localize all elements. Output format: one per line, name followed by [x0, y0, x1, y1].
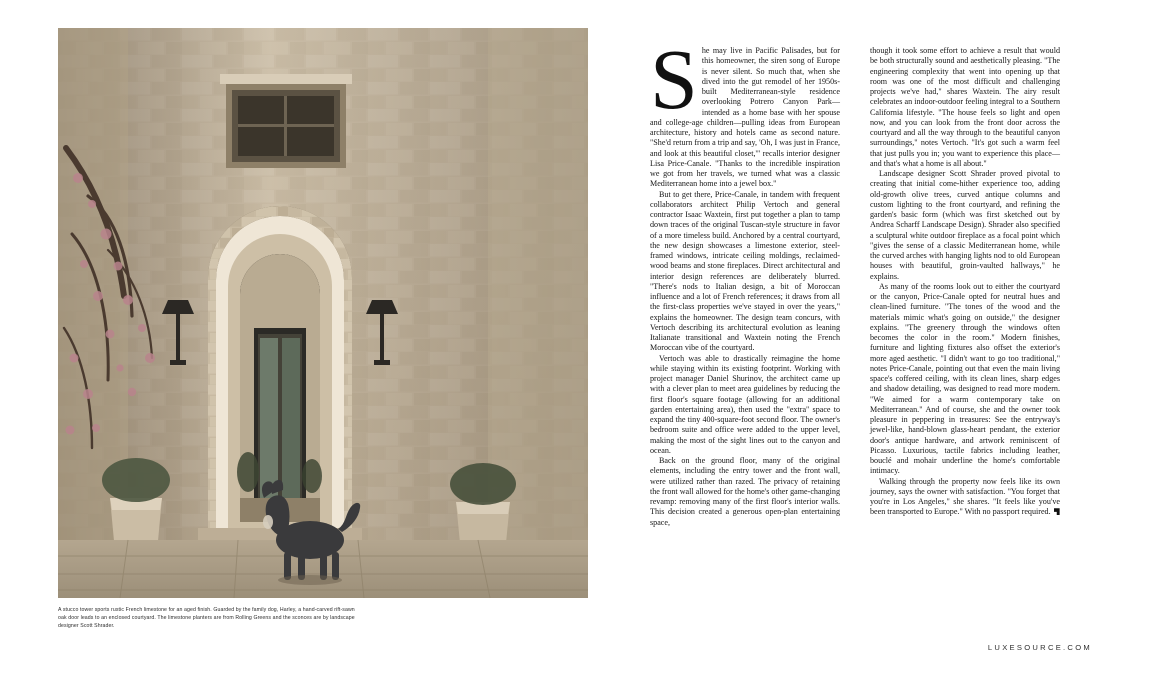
paragraph: though it took some effort to achieve a result that would be both structurally sound and aesthetically pleasing. "The engineering complexity that went into opening up that room was one of the most difficult and challenging projects we've had," shares Waxtein. The airy result celebrates an indoor-outdoor feeling integral to a Southern California lifestyle. "The house feels so light and open now, and you can look from the front door across the courtyard and all the way through to the beautiful canyon surroundings," notes Vertoch. "It's got such a warm feel that just pulls you in; you want to experience this place—and that's what a home is all about.": [870, 46, 1060, 168]
paragraph: Back on the ground floor, many of the original elements, including the entry tower and the front wall, were utilized rather than razed. The privacy of retaining the front wall allowed for the home's other game-changing revamp: removing many of the first floor's interior walls. This decision created a generous open-plan entertaining space,: [650, 456, 840, 527]
article-column-2: [870, 46, 1060, 518]
paragraph-final: [870, 477, 1060, 518]
article-column-1: [650, 31, 840, 528]
paragraph: As many of the rooms look out to either the courtyard or the canyon, Price-Canale opted for neutral hues and clean-lined furniture. "The tones of the wood and the materials mimic what's going on outside," the designer explains. "The greenery through the windows often becomes the color in the room." Modern finishes, furniture and lighting fixtures also offset the exterior's more aged aesthetic. "I didn't want to go too traditional," notes Price-Canale, pointing out that even the main living space's coffered ceiling, with its clean lines, sharp edges and shadow detailing, was designed to read more modern. "We aimed for a warm contemporary take on Mediterranean." And of course, she and the owner took pleasure in peppering in treasures: See the entryway's jewel-like, hand-blown glass-heart pendant, the exterior door's antique hardware, and artwork reminiscent of Picasso. Luxurious, tactile fabrics including leather, bouclé and mohair underline the home's comfortable intimacy.: [870, 281, 1060, 476]
paragraph: Vertoch was able to drastically reimagine the home while staying within its existing footprint. Working with project manager Daniel Shurinov, the architect came up with a clever plan to meet area guidelines by reducing the first floor's square footage (allowing for an additional garden entertaining area), then used the "extra" space to expand the tiny 400-square-foot second floor. The owner's bedroom suite and office were added to the upper level, making the most of the sight lines out to the canyon and ocean.: [650, 353, 840, 455]
footer-brand: LUXESOURCE.COM: [987, 643, 1092, 652]
stone-tower-entry-photograph: [58, 28, 588, 598]
end-mark-icon: [1054, 508, 1060, 515]
article-body: [650, 31, 1060, 616]
paragraph: he may live in Pacific Palisades, but for this homeowner, the siren song of Europe is never silent. So much that, when she dived into the gut remodel of her 1950s-built Mediterranean-style residence overlooking Potrero Canyon Park—intended as a home base with her spouse and college-age children—pulling ideas from European architecture, history and hotels came as second nature. "She'd return from a trip and say, 'Oh, I was just in France, and look at this beautiful closet,'" recalls interior designer Lisa Price-Canale. "Thanks to the incredible inspiration we got from her travels, we turned what was a classic Mediterranean home into a jewel box.": [650, 46, 840, 189]
paragraph: Landscape designer Scott Shrader proved pivotal to creating that initial come-hither experience too, adding old-growth olive trees, curved antique columns and custom lighting to the front courtyard, and refining the garden's basic form (which was first sketched out by Andrea Scharff Landscape Design). Shrader also specified a sculptural white outdoor fireplace as a focal point which "gives the sense of a classic Mediterranean home, while the curved arches with hanging lights nod to old European houses with beautiful, groin-vaulted hallways," he explains.: [870, 169, 1060, 281]
lead-paragraph-block: [650, 31, 840, 190]
paragraph-text: Walking through the property now feels like its own journey, says the owner with satisfaction. "You forget that you're in Los Angeles," she shares. "It feels like you've been transported to Europe." With no passport required.: [870, 476, 1060, 517]
paragraph: But to get there, Price-Canale, in tandem with frequent collaborators architect Philip Vertoch and general contractor Isaac Waxtein, first put together a plan to tamp down traces of the original Tuscan-style structure in favor of a more timeless build. Anchored by a central courtyard, the new design showcases a limestone exterior, steel-framed windows, intricate ceiling moldings, reclaimed-wood beams and stone fireplaces. Direct architectural and interior design references are deliberately blurred. "There's nods to Italian design, a bit of Moroccan influence and a lot of French references; it draws from all the first-class properties we've stayed in over the years," explains the homeowner. The design team concurs, with Vertoch describing its architectural evolution as leaning Italianate transitional and Waxtein noting the French Moroccan vibe of the courtyard.: [650, 189, 840, 353]
drop-cap: S: [650, 31, 698, 127]
photo-caption: A stucco tower sports rustic French limestone for an aged finish. Guarded by the family dog, Harley, a hand-carved rift-sawn oak door leads to an enclosed courtyard. The limestone planters are from Rolling Greens and the sconces are by landscape designer Scott Shrader.: [58, 607, 355, 630]
photo-block: [58, 28, 588, 630]
